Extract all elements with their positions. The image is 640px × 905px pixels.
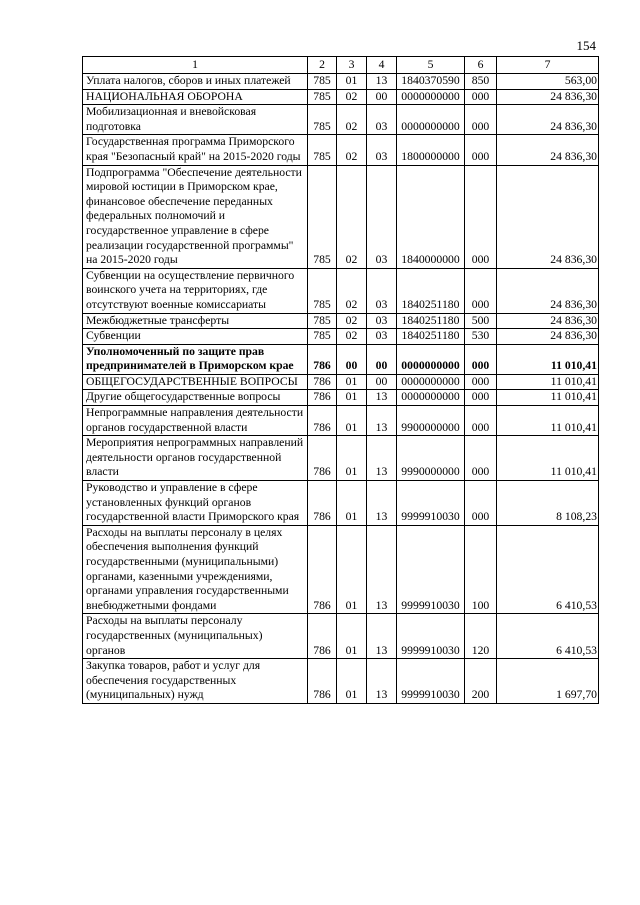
table-row	[83, 406, 599, 436]
ministry-code-cell: 786	[308, 344, 337, 374]
amount-cell: 6 410,53	[497, 525, 599, 614]
ministry-code-cell: 785	[308, 89, 337, 105]
expense-type-cell: 000	[465, 481, 497, 526]
target-article-cell: 9999910030	[397, 481, 465, 526]
target-article-cell: 1800000000	[397, 135, 465, 165]
subsection-code-cell: 03	[367, 329, 397, 345]
column-header: 6	[465, 57, 497, 74]
expense-type-cell: 000	[465, 406, 497, 436]
table-row	[83, 105, 599, 135]
amount-cell: 24 836,30	[497, 135, 599, 165]
target-article-cell: 1840370590	[397, 74, 465, 90]
target-article-cell: 0000000000	[397, 89, 465, 105]
expense-type-cell: 000	[465, 268, 497, 313]
subsection-code-cell: 00	[367, 344, 397, 374]
row-name-cell: Уполномоченный по защите прав предпринимателей в Приморском крае	[83, 344, 308, 374]
ministry-code-cell: 786	[308, 614, 337, 659]
subsection-code-cell: 13	[367, 74, 397, 90]
table-row	[83, 525, 599, 614]
amount-cell: 24 836,30	[497, 165, 599, 268]
subsection-code-cell: 13	[367, 390, 397, 406]
subsection-code-cell: 03	[367, 105, 397, 135]
expense-type-cell: 000	[465, 89, 497, 105]
subsection-code-cell: 00	[367, 89, 397, 105]
section-code-cell: 01	[337, 659, 367, 704]
row-name-cell: Расходы на выплаты персоналу государственных (муниципальных) органов	[83, 614, 308, 659]
column-header: 3	[337, 57, 367, 74]
amount-cell: 11 010,41	[497, 344, 599, 374]
table-row	[83, 313, 599, 329]
ministry-code-cell: 785	[308, 105, 337, 135]
ministry-code-cell: 786	[308, 390, 337, 406]
table-row	[83, 614, 599, 659]
row-name-cell: Другие общегосударственные вопросы	[83, 390, 308, 406]
ministry-code-cell: 785	[308, 313, 337, 329]
ministry-code-cell: 786	[308, 374, 337, 390]
row-name-cell: Руководство и управление в сфере установленных функций органов государственной власти Приморского края	[83, 481, 308, 526]
target-article-cell: 9999910030	[397, 525, 465, 614]
amount-cell: 24 836,30	[497, 268, 599, 313]
section-code-cell: 01	[337, 436, 367, 481]
section-code-cell: 01	[337, 374, 367, 390]
table-row	[83, 659, 599, 704]
subsection-code-cell: 13	[367, 525, 397, 614]
table-row	[83, 374, 599, 390]
row-name-cell: Субвенции на осуществление первичного воинского учета на территориях, где отсутствуют военные комиссариаты	[83, 268, 308, 313]
ministry-code-cell: 785	[308, 268, 337, 313]
subsection-code-cell: 13	[367, 659, 397, 704]
row-name-cell: Мероприятия непрограммных направлений деятельности органов государственной власти	[83, 436, 308, 481]
page-number: 154	[576, 38, 596, 53]
ministry-code-cell: 786	[308, 525, 337, 614]
target-article-cell: 9999910030	[397, 659, 465, 704]
section-code-cell: 02	[337, 268, 367, 313]
row-name-cell: Уплата налогов, сборов и иных платежей	[83, 74, 308, 90]
amount-cell: 11 010,41	[497, 406, 599, 436]
expense-type-cell: 000	[465, 135, 497, 165]
target-article-cell: 1840000000	[397, 165, 465, 268]
column-header: 7	[497, 57, 599, 74]
amount-cell: 11 010,41	[497, 374, 599, 390]
expense-type-cell: 100	[465, 525, 497, 614]
row-name-cell: Государственная программа Приморского края "Безопасный край" на 2015-2020 годы	[83, 135, 308, 165]
expense-type-cell: 530	[465, 329, 497, 345]
section-code-cell: 01	[337, 74, 367, 90]
row-name-cell: ОБЩЕГОСУДАРСТВЕННЫЕ ВОПРОСЫ	[83, 374, 308, 390]
ministry-code-cell: 786	[308, 436, 337, 481]
amount-cell: 24 836,30	[497, 89, 599, 105]
row-name-cell: Межбюджетные трансферты	[83, 313, 308, 329]
ministry-code-cell: 785	[308, 329, 337, 345]
target-article-cell: 0000000000	[397, 344, 465, 374]
ministry-code-cell: 785	[308, 165, 337, 268]
target-article-cell: 0000000000	[397, 105, 465, 135]
expense-type-cell: 000	[465, 165, 497, 268]
column-header: 1	[83, 57, 308, 74]
subsection-code-cell: 03	[367, 135, 397, 165]
table-row	[83, 165, 599, 268]
section-code-cell: 01	[337, 614, 367, 659]
amount-cell: 24 836,30	[497, 105, 599, 135]
expense-type-cell: 000	[465, 436, 497, 481]
subsection-code-cell: 03	[367, 268, 397, 313]
target-article-cell: 9999910030	[397, 614, 465, 659]
expense-type-cell: 000	[465, 390, 497, 406]
subsection-code-cell: 00	[367, 374, 397, 390]
column-header: 2	[308, 57, 337, 74]
row-name-cell: Закупка товаров, работ и услуг для обеспечения государственных (муниципальных) нужд	[83, 659, 308, 704]
table-row	[83, 344, 599, 374]
target-article-cell: 0000000000	[397, 374, 465, 390]
table-body	[83, 74, 599, 704]
subsection-code-cell: 03	[367, 313, 397, 329]
section-code-cell: 01	[337, 390, 367, 406]
table-row	[83, 329, 599, 345]
subsection-code-cell: 13	[367, 481, 397, 526]
row-name-cell: Подпрограмма "Обеспечение деятельности мировой юстиции в Приморском крае, финансовое обеспечение переданных федеральных полномочий и государственное управление в сфере реализации государственной программы" на 2015-2020 годы	[83, 165, 308, 268]
table-header-row	[83, 57, 599, 74]
expense-type-cell: 850	[465, 74, 497, 90]
target-article-cell: 9900000000	[397, 406, 465, 436]
row-name-cell: Расходы на выплаты персоналу в целях обеспечения выполнения функций государственными (муниципальными) органами, казенными учреждениями, органами управления государственными внебюджетными фондами	[83, 525, 308, 614]
amount-cell: 11 010,41	[497, 390, 599, 406]
expense-type-cell: 500	[465, 313, 497, 329]
section-code-cell: 02	[337, 165, 367, 268]
expense-type-cell: 000	[465, 105, 497, 135]
ministry-code-cell: 786	[308, 406, 337, 436]
subsection-code-cell: 13	[367, 406, 397, 436]
subsection-code-cell: 13	[367, 436, 397, 481]
amount-cell: 6 410,53	[497, 614, 599, 659]
table-row	[83, 268, 599, 313]
table-row	[83, 390, 599, 406]
ministry-code-cell: 786	[308, 481, 337, 526]
amount-cell: 8 108,23	[497, 481, 599, 526]
subsection-code-cell: 03	[367, 165, 397, 268]
expense-type-cell: 000	[465, 344, 497, 374]
amount-cell: 563,00	[497, 74, 599, 90]
section-code-cell: 02	[337, 89, 367, 105]
amount-cell: 24 836,30	[497, 313, 599, 329]
section-code-cell: 02	[337, 105, 367, 135]
target-article-cell: 1840251180	[397, 313, 465, 329]
subsection-code-cell: 13	[367, 614, 397, 659]
target-article-cell: 1840251180	[397, 268, 465, 313]
section-code-cell: 01	[337, 525, 367, 614]
ministry-code-cell: 785	[308, 74, 337, 90]
amount-cell: 1 697,70	[497, 659, 599, 704]
section-code-cell: 01	[337, 406, 367, 436]
table-row	[83, 436, 599, 481]
column-header: 4	[367, 57, 397, 74]
row-name-cell: Непрограммные направления деятельности органов государственной власти	[83, 406, 308, 436]
section-code-cell: 00	[337, 344, 367, 374]
row-name-cell: Мобилизационная и вневойсковая подготовка	[83, 105, 308, 135]
section-code-cell: 02	[337, 313, 367, 329]
target-article-cell: 0000000000	[397, 390, 465, 406]
expense-type-cell: 200	[465, 659, 497, 704]
section-code-cell: 02	[337, 135, 367, 165]
ministry-code-cell: 786	[308, 659, 337, 704]
table-row	[83, 89, 599, 105]
expense-type-cell: 120	[465, 614, 497, 659]
table-row	[83, 74, 599, 90]
target-article-cell: 1840251180	[397, 329, 465, 345]
amount-cell: 24 836,30	[497, 329, 599, 345]
ministry-code-cell: 785	[308, 135, 337, 165]
section-code-cell: 01	[337, 481, 367, 526]
table-row	[83, 135, 599, 165]
row-name-cell: НАЦИОНАЛЬНАЯ ОБОРОНА	[83, 89, 308, 105]
target-article-cell: 9990000000	[397, 436, 465, 481]
amount-cell: 11 010,41	[497, 436, 599, 481]
expense-type-cell: 000	[465, 374, 497, 390]
section-code-cell: 02	[337, 329, 367, 345]
budget-table	[82, 56, 599, 704]
column-header: 5	[397, 57, 465, 74]
table-row	[83, 481, 599, 526]
row-name-cell: Субвенции	[83, 329, 308, 345]
